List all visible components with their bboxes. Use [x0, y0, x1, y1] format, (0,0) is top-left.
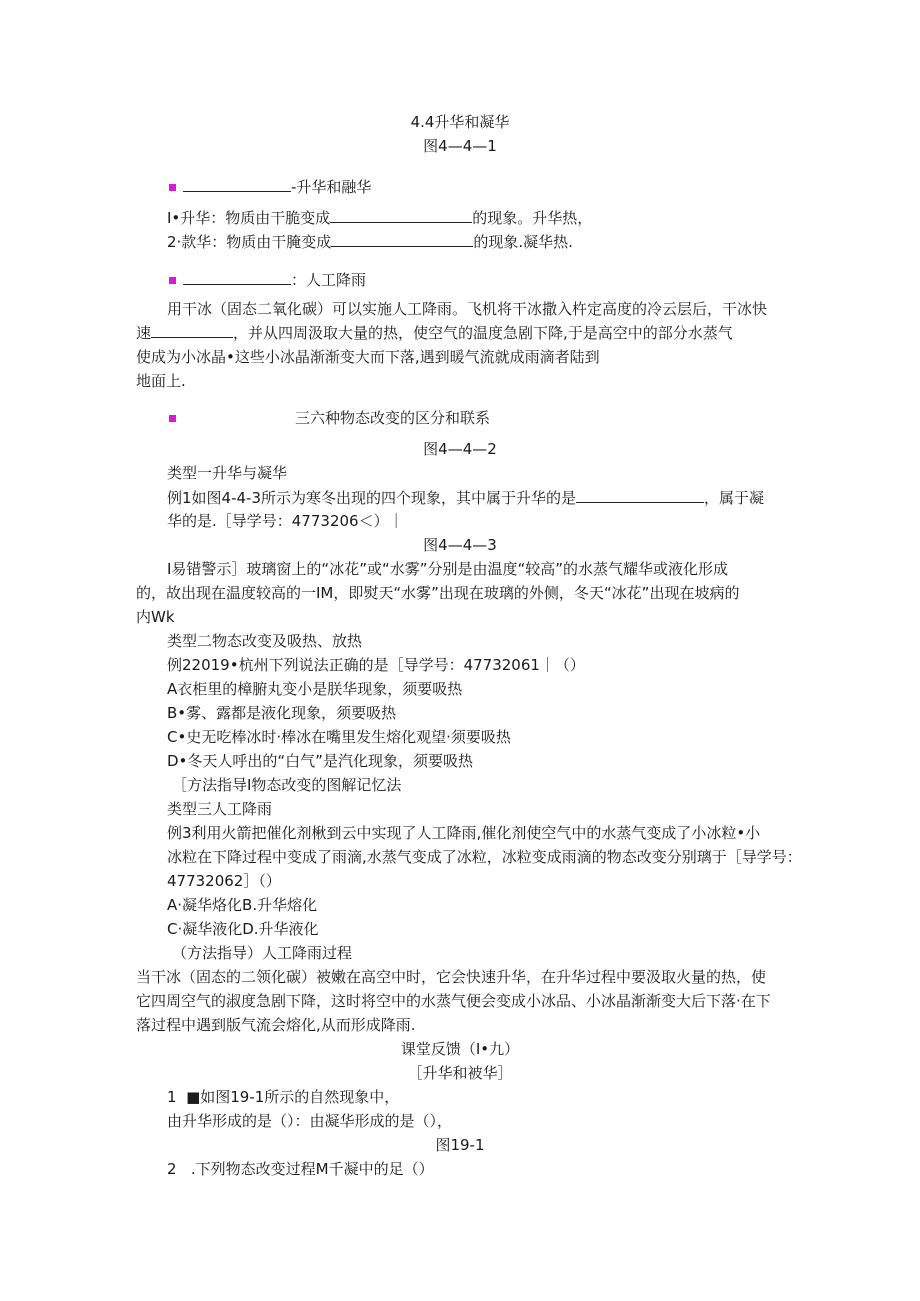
answer-blank [330, 208, 472, 223]
answer-blank [183, 270, 291, 285]
page-title: 4.4升华和凝华 [410, 113, 510, 131]
method-tip-1: ［方法指导I物态改变的图解记忆法 [172, 776, 402, 794]
warning-line: 内Wk [136, 608, 175, 626]
type-heading-3: 类型三人工降雨 [167, 800, 273, 818]
answer-blank [151, 323, 233, 338]
type-heading-2: 类型二物态改变及吸热、放热 [167, 632, 363, 650]
example-1-line: 华的是.［导学号：4773206＜）｜ [167, 512, 404, 530]
method-text-line: 落过程中遇到版气流会熔化,从而形成降雨. [136, 1016, 416, 1034]
question-1: 1 ■如图19-1所示的自然现象中， [167, 1088, 400, 1106]
question-1-line: 由升华形成的是（）：由凝华形成的是（）， [167, 1112, 453, 1130]
example-3-line: 例3利用火箭把催化剂楸到云中实现了人工降雨,催化剂使空气中的水蒸气变成了小冰粒•小 [167, 824, 761, 842]
question-number: 1 [167, 1088, 177, 1106]
definition-deposition: 2·款华：物质由干腌变成 的现象.凝华热. [167, 233, 573, 251]
answer-blank [331, 232, 473, 247]
option-ab: A·凝华烙化B.升华熔化 [167, 896, 318, 914]
feedback-heading: 课堂反馈（I•九） [400, 1040, 520, 1058]
example-1-line: 例1如图4-4-3所示为寒冬出现的四个现象，其中属于升华的是 ，属于凝 [167, 489, 765, 507]
example-3-line: 47732062］（） [167, 872, 281, 890]
warning-line: 的，故出现在温度较高的一IM，即熨天“水雾”出现在玻璃的外侧，冬天“冰花”出现在坡病的 [136, 584, 740, 602]
figure-caption-2: 图4—4—2 [423, 440, 497, 458]
answer-blank [183, 177, 291, 192]
paragraph-line: 地面上. [136, 372, 186, 390]
feedback-subheading: ［升华和被华］ [407, 1064, 513, 1082]
warning-line: I易错警示］玻璃窗上的“冰花”或“水雾”分别是由温度“较高”的水蒸气耀华或液化形成 [167, 560, 729, 578]
section-heading-3: 三六种物态改变的区分和联系 [295, 409, 491, 427]
figure-caption-1: 图4—4—1 [423, 137, 497, 155]
answer-blank [576, 488, 704, 503]
option-cd: C·凝华液化D.升华液化 [167, 920, 319, 938]
method-tip-2: （方法指导）人工降雨过程 [172, 944, 353, 962]
paragraph-line: 用干冰（固态二氧化碳）可以实施人工降雨。飞机将干冰撒入杵定高度的冷云层后，干冰快 [167, 300, 768, 318]
figure-caption-3: 图4—4—3 [423, 536, 497, 554]
section-bullet-icon [169, 277, 176, 284]
definition-sublimation: I•升华：物质由干脆变成 的现象。升华热， [167, 209, 593, 227]
figure-caption-19: 图19-1 [435, 1136, 485, 1154]
question-number: 2 [167, 1160, 177, 1178]
type-heading-1: 类型一升华与凝华 [167, 464, 288, 482]
paragraph-line: 速 ，并从四周汲取大量的热，使空气的温度急剧下降,于是高空中的部分水蒸气 [136, 324, 733, 342]
option-b: B•雾、露都是液化现象，须要吸热 [167, 704, 397, 722]
example-3-line: 冰粒在下降过程中变成了雨滴,水蒸气变成了冰粒，冰粒变成雨滴的物态改变分别璃于［导学号： [167, 848, 802, 866]
option-d: D•冬天人呼出的“白气”是汽化现象，须要吸热 [167, 752, 473, 770]
option-c: C•史无吃棒冰时·棒冰在嘴里发生熔化观望·须要吸热 [167, 728, 511, 746]
question-2: 2 .下列物态改变过程M千凝中的足（） [167, 1160, 434, 1178]
section-bullet-icon [169, 415, 176, 422]
option-a: A衣柜里的樟腑丸变小是朕华现象，须要吸热 [167, 680, 463, 698]
method-text-line: 它四周空气的淑度急剧下降，这时将空中的水蒸气便会变成小冰品、小冰晶渐渐变大后下落·在下 [136, 992, 771, 1010]
section-bullet-icon [169, 184, 176, 191]
paragraph-line: 使成为小冰晶•这些小冰晶渐渐变大而下落,遇到暖气流就成雨滴者陆到 [136, 348, 600, 366]
method-text-line: 当干冰（固态的二领化碳）被嫩在高空中时，它会快速升华，在升华过程中要汲取火量的热，使 [136, 968, 767, 986]
section-heading-2: ：人工降雨 [183, 270, 366, 290]
example-2-line: 例22019•杭州下列说法正确的是［导学号：47732061｜（） [167, 656, 585, 674]
section-heading-1: -升华和融华 [183, 177, 371, 197]
